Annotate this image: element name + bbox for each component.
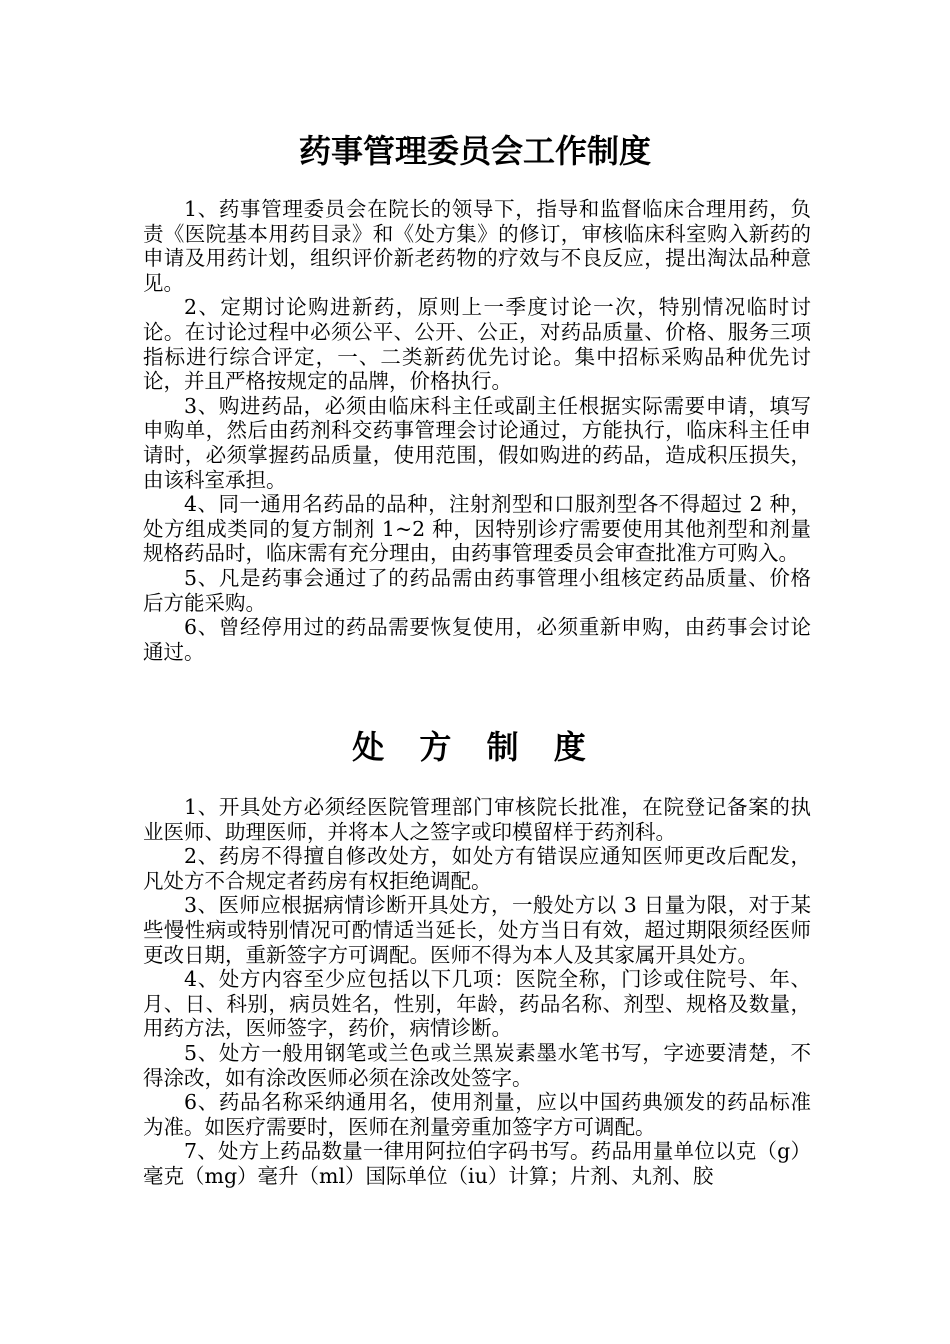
section-title-prescription: 处 方 制 度 <box>352 728 598 766</box>
paragraph: 4、处方内容至少应包括以下几项：医院全称，门诊或住院号、年、月、日、科别，病员姓名，性别，年龄，药品名称、剂型、规格及数量，用药方法，医师签字，药价，病情诊断。 <box>143 967 811 1041</box>
paragraph: 2、定期讨论购进新药，原则上一季度讨论一次，特别情况临时讨论。在讨论过程中必须公平、公开、公正，对药品质量、价格、服务三项指标进行综合评定，一、二类新药优先讨论。集中招标采购品种优先讨论，并且严格按规定的品牌，价格执行。 <box>143 295 811 394</box>
paragraph: 6、药品名称采纳通用名，使用剂量，应以中国药典颁发的药品标准为准。如医疗需要时，医师在剂量旁重加签字方可调配。 <box>143 1090 811 1139</box>
section-prescription-rules <box>143 795 811 1189</box>
paragraph: 5、处方一般用钢笔或兰色或兰黑炭素墨水笔书写，字迹要清楚，不得涂改，如有涂改医师必须在涂改处签字。 <box>143 1040 811 1090</box>
paragraph: 1、药事管理委员会在院长的领导下，指导和监督临床合理用药，负责《医院基本用药目录》和《处方集》的修订，审核临床科室购入新药的申请及用药计划，组织评价新老药物的疗效与不良反应，提出淘汰品种意见。 <box>143 197 811 295</box>
paragraph: 3、购进药品，必须由临床科主任或副主任根据实际需要申请，填写申购单，然后由药剂科交药事管理会讨论通过，方能执行，临床科主任申请时，必须掌握药品质量，使用范围，假如购进的药品，造成积压损失，由该科室承担。 <box>143 393 811 492</box>
paragraph: 2、药房不得擅自修改处方，如处方有错误应通知医师更改后配发，凡处方不合规定者药房有权拒绝调配。 <box>143 844 811 893</box>
document-title: 药事管理委员会工作制度 <box>298 132 651 170</box>
paragraph: 4、同一通用名药品的品种，注射剂型和口服剂型各不得超过 2 种，处方组成类同的复方制剂 1~2 种，因特别诊疗需要使用其他剂型和剂量规格药品时，临床需有充分理由，由药事管理委员会审查批准方可购入。 <box>143 492 811 566</box>
section-pharmacy-committee <box>143 197 811 664</box>
paragraph: 5、凡是药事会通过了的药品需由药事管理小组核定药品质量、价格后方能采购。 <box>143 565 811 615</box>
paragraph: 1、开具处方必须经医院管理部门审核院长批准，在院登记备案的执业医师、助理医师，并将本人之签字或印模留样于药剂科。 <box>143 795 811 844</box>
paragraph: 7、处方上药品数量一律用阿拉伯字码书写。药品用量单位以克（g）毫克（mg）毫升（ml）国际单位（iu）计算；片剂、丸剂、胶 <box>143 1139 811 1188</box>
paragraph: 6、曾经停用过的药品需要恢复使用，必须重新申购，由药事会讨论通过。 <box>143 615 811 664</box>
paragraph: 3、医师应根据病情诊断开具处方，一般处方以 3 日量为限，对于某些慢性病或特别情况可酌情适当延长，处方当日有效，超过期限须经医师更改日期，重新签字方可调配。医师不得为本人及其家属开具处方。 <box>143 893 811 967</box>
